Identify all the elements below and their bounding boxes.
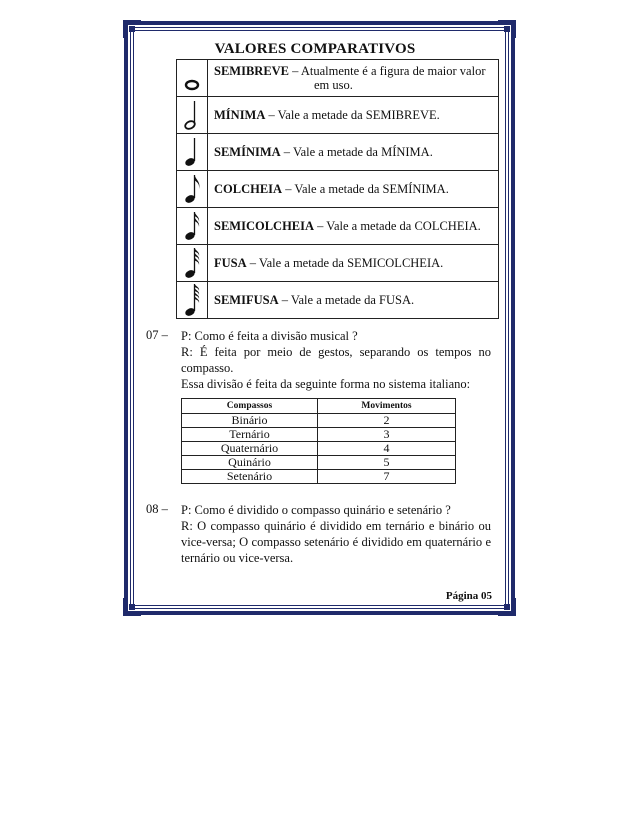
note-name: SEMIFUSA (214, 293, 279, 307)
note-row-fusa (177, 245, 499, 282)
note-name: SEMÍNIMA (214, 145, 281, 159)
note-description-cont: em uso. (314, 78, 353, 92)
movimentos-cell: 2 (318, 414, 456, 428)
note-values-table (176, 59, 499, 319)
semicolcheia-icon (182, 209, 202, 243)
note-row-minima (177, 97, 499, 134)
compassos-table (181, 398, 456, 484)
note-description: – Vale a metade da SEMIBREVE. (265, 108, 440, 122)
note-description: – Vale a metade da FUSA. (278, 293, 415, 307)
corner-ornament-icon (496, 18, 518, 40)
movimentos-cell: 4 (318, 442, 456, 456)
table-row (182, 442, 456, 456)
note-description: – Vale a metade da SEMICOLCHEIA. (246, 256, 444, 270)
note-name: FUSA (214, 256, 247, 270)
table-row (182, 414, 456, 428)
movimentos-cell: 3 (318, 428, 456, 442)
movimentos-cell: 7 (318, 470, 456, 484)
note-description: – Vale a metade da MÍNIMA. (280, 145, 433, 159)
note-name: SEMICOLCHEIA (214, 219, 315, 233)
note-description: – Vale a metade da SEMÍNIMA. (282, 182, 449, 196)
movimentos-cell: 5 (318, 456, 456, 470)
colcheia-icon (182, 172, 202, 206)
semifusa-icon (182, 282, 202, 318)
note-row-semicolcheia (177, 208, 499, 245)
note-name: MÍNIMA (214, 108, 266, 122)
note-row-seminima (177, 134, 499, 171)
minima-icon (182, 98, 202, 132)
table-row (182, 456, 456, 470)
compasso-cell: Setenário (182, 470, 318, 484)
note-row-colcheia (177, 171, 499, 208)
note-name: SEMIBREVE (214, 64, 290, 78)
note-row-semibreve (177, 60, 499, 97)
corner-ornament-icon (121, 596, 143, 618)
corner-ornament-icon (121, 18, 143, 40)
question-number: 07 – (146, 328, 168, 342)
note-description: – Atualmente é a figura de maior valor (289, 64, 486, 78)
table-row (182, 470, 456, 484)
answer-07-continued: Essa divisão é feita da seguinte forma no sistema italiano: (181, 377, 471, 391)
semibreve-icon (182, 63, 202, 93)
note-row-semifusa (177, 282, 499, 319)
page-number: Página 05 (445, 590, 492, 602)
compasso-cell: Quinário (182, 456, 318, 470)
question-08-text: P: Como é dividido o compasso quinário e setenário ? (181, 503, 451, 517)
corner-ornament-icon (496, 596, 518, 618)
seminima-icon (182, 135, 202, 169)
answer-08-text: R: O compasso quinário é dividido em ternário e binário ou vice-versa; O compasso setenário é dividido em quaternário e ternário ou vice-versa. (181, 519, 491, 565)
column-header-movimentos: Movimentos (318, 399, 456, 414)
compasso-cell: Ternário (182, 428, 318, 442)
fusa-icon (182, 246, 202, 280)
column-header-compassos: Compassos (182, 399, 318, 414)
table-row (182, 428, 456, 442)
answer-07-text: R: É feita por meio de gestos, separando os tempos no compasso. (181, 345, 491, 375)
compasso-cell: Binário (182, 414, 318, 428)
page-title: VALORES COMPARATIVOS (214, 41, 416, 57)
question-number: 08 – (146, 502, 168, 516)
compasso-cell: Quaternário (182, 442, 318, 456)
question-07-text: P: Como é feita a divisão musical ? (181, 329, 358, 343)
note-name: COLCHEIA (214, 182, 283, 196)
note-description: – Vale a metade da COLCHEIA. (314, 219, 481, 233)
